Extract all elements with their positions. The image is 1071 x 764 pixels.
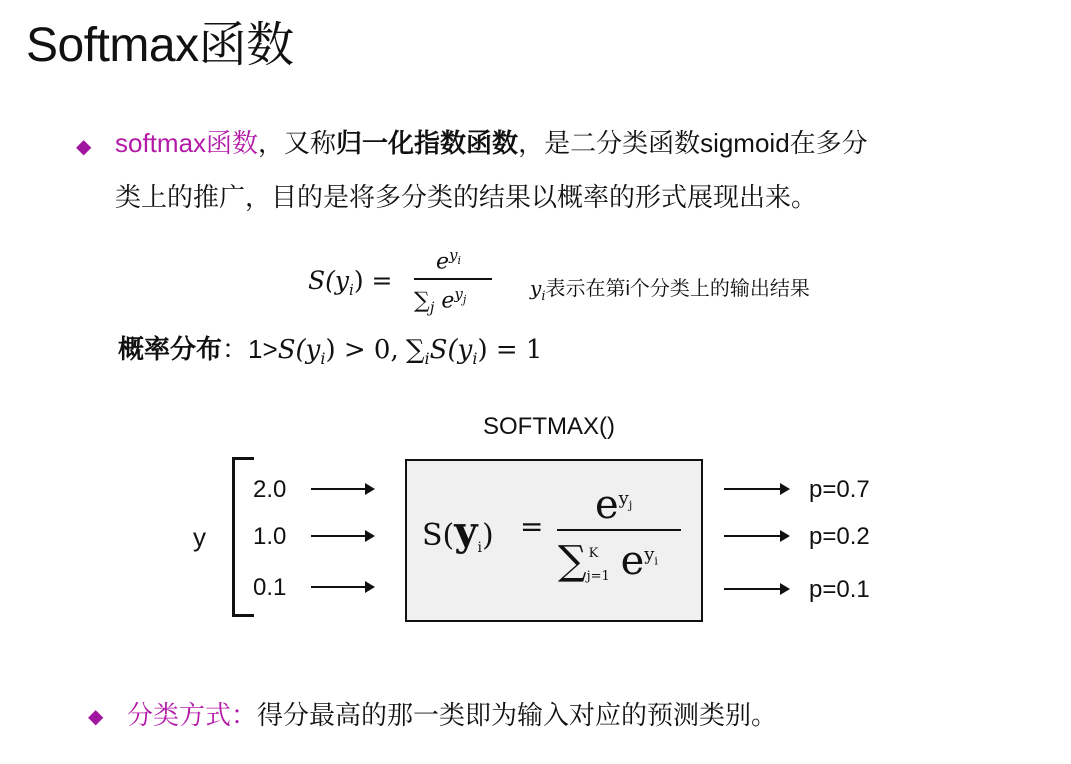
formula-numerator (436, 246, 461, 274)
formula-lhs-open: S(y (308, 266, 350, 295)
bullet-diamond-icon: ◆ (88, 706, 104, 728)
box-num-sup-var: y (618, 487, 629, 509)
probability-sum: ∑ (405, 335, 425, 365)
formula-den-sup (454, 285, 467, 306)
probability-text-a: 1> (248, 334, 278, 364)
intro-text-b: ，是二分类函数sigmoid在多分 (518, 128, 868, 158)
formula-den-sum: ∑ (414, 288, 430, 314)
box-num-sup (618, 487, 633, 512)
box-den-sup (644, 543, 658, 568)
output-arrow-icon (724, 488, 788, 490)
formula-num-base: e (436, 249, 450, 275)
formula-den-sup-var: y (454, 285, 463, 303)
slide-title: Softmax函数 (26, 19, 294, 72)
note-var-sub: i (541, 289, 546, 304)
probability-expr1: S(y (277, 335, 321, 365)
probability-expr2-sub: i (472, 349, 478, 369)
box-sum-limits (587, 544, 621, 584)
box-num-sup-sub: j (628, 498, 633, 512)
classification-line (127, 702, 777, 728)
formula-den-sub: j (429, 298, 435, 317)
formula-note (530, 272, 810, 304)
output-probability: p=0.2 (809, 523, 870, 550)
formula-den-sup-sub: j (462, 293, 467, 306)
box-equals: = (520, 510, 544, 543)
input-arrow-icon (311, 535, 373, 537)
intro-line-2: 类上的推广，目的是将多分类的结果以概率的形式展现出来。 (115, 182, 818, 212)
probability-sum-sub: i (424, 349, 430, 369)
probability-line (118, 329, 542, 368)
box-sum: ∑ (558, 538, 587, 584)
formula-num-sup-sub: i (457, 254, 462, 267)
box-numerator (595, 482, 632, 528)
box-y-sub: i (477, 540, 482, 556)
classification-text: 得分最高的那一类即为输入对应的预测类别。 (257, 700, 778, 730)
formula-num-sup (449, 246, 462, 267)
input-arrow-icon (311, 586, 373, 588)
probability-expr1-close: ) > 0, (325, 335, 399, 365)
box-s: S( (422, 518, 455, 553)
formula-lhs-close: ) = (353, 266, 393, 295)
probability-expr2-close: ) = 1 (477, 335, 543, 365)
formula-lhs-sub: i (349, 281, 354, 299)
box-den-sup-var: y (644, 543, 655, 565)
box-y: y (454, 508, 478, 555)
box-close: ) (482, 518, 494, 553)
intro-text-a: ，又称 (258, 128, 337, 158)
box-den-e: e (620, 538, 645, 584)
probability-expr1-sub: i (320, 349, 326, 369)
formula-num-sup-var: y (449, 246, 458, 264)
output-arrow-icon (724, 588, 788, 590)
output-probability: p=0.7 (809, 476, 870, 503)
bullet-diamond-icon: ◆ (76, 136, 92, 158)
box-fraction-bar (557, 529, 681, 531)
formula-den-base: e (441, 288, 455, 314)
box-denominator (558, 538, 658, 584)
input-vector-label: y (193, 522, 206, 552)
input-value: 2.0 (253, 476, 287, 503)
softmax-term: softmax函数 (115, 128, 259, 158)
formula-lhs (308, 266, 392, 299)
probability-expr2: S(y (429, 335, 473, 365)
box-sum-top: K (588, 546, 599, 561)
note-var: y (530, 276, 542, 300)
input-value: 0.1 (253, 574, 287, 601)
input-bracket (232, 457, 254, 617)
output-probability: p=0.1 (809, 576, 870, 603)
input-value: 1.0 (253, 523, 287, 550)
formula-denominator (414, 285, 466, 317)
probability-colon: ： (222, 334, 249, 364)
probability-label: 概率分布 (118, 334, 223, 364)
box-sum-bottom: j=1 (586, 569, 610, 584)
output-arrow-icon (724, 535, 788, 537)
box-lhs (422, 508, 494, 556)
intro-line-1 (115, 130, 868, 156)
box-num-e: e (595, 482, 619, 528)
normalized-exp-term: 归一化指数函数 (336, 128, 519, 158)
formula-fraction-bar (414, 278, 492, 280)
note-text: 表示在第i个分类上的输出结果 (545, 278, 810, 300)
classification-label: 分类方式： (127, 700, 258, 730)
box-den-sup-sub: i (654, 554, 658, 568)
softmax-diagram-title: SOFTMAX() (483, 413, 615, 440)
input-arrow-icon (311, 488, 373, 490)
